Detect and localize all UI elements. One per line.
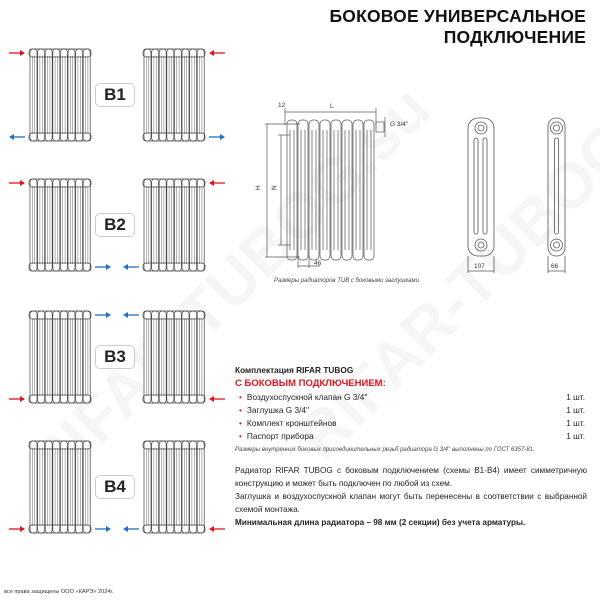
return-arrow-icon — [94, 263, 112, 271]
kit-section — [235, 365, 585, 453]
return-arrow-icon — [122, 311, 140, 319]
scheme-label: B4 — [95, 475, 135, 499]
thread-label: G 3/4'' — [390, 121, 409, 128]
bullet-icon: • — [239, 392, 242, 402]
return-arrow-icon — [94, 525, 112, 533]
radiator-right — [142, 440, 206, 539]
radiator-section — [353, 120, 363, 260]
radiator-left — [28, 48, 92, 147]
scheme-label: B3 — [95, 345, 135, 369]
kit-item-name: Паспорт прибора — [246, 431, 314, 441]
dimension-drawing — [240, 95, 600, 280]
description — [235, 464, 587, 529]
radiator-section — [298, 120, 308, 260]
scheme-label: B1 — [95, 83, 135, 107]
supply-arrow-icon — [208, 49, 226, 57]
bullet-icon: • — [239, 405, 242, 415]
return-arrow-icon — [122, 525, 140, 533]
description-p2: Заглушка и воздухоспускной клапан могут быть перенесены в соответствии с выбранной схемой монтажа. — [235, 492, 587, 514]
scheme-b1 — [0, 48, 225, 148]
kit-item-qty: 1 шт. — [566, 405, 585, 415]
title-line-1: БОКОВОЕ УНИВЕРСАЛЬНОЕ — [329, 6, 586, 26]
copyright-footer: все права защищены ООО «КАРЭ» 2024г. — [4, 589, 114, 595]
bullet-icon: • — [239, 431, 242, 441]
kit-item-qty: 1 шт. — [566, 392, 585, 402]
side-view-3-column — [468, 118, 494, 273]
supply-arrow-icon — [208, 525, 226, 533]
dim-66: 66 — [551, 263, 559, 270]
bullet-icon: • — [239, 418, 242, 428]
scheme-b4 — [0, 440, 225, 540]
radiator-left — [28, 440, 92, 539]
radiator-section — [331, 120, 341, 260]
supply-arrow-icon — [8, 525, 26, 533]
radiator-right — [142, 178, 206, 277]
kit-note: Размеры внутренних боковых присоединительных резьб радиатора G 3/4'' выполнены по ГОСТ 6357-81. — [235, 447, 535, 453]
side-view-2-column — [548, 118, 565, 273]
dim-46: 46 — [314, 260, 322, 267]
supply-arrow-icon — [208, 179, 226, 187]
scheme-b2 — [0, 178, 225, 278]
dim-N: N — [271, 185, 278, 190]
radiator-section — [287, 120, 297, 260]
front-view — [265, 108, 385, 268]
dim-L: L — [330, 103, 334, 110]
radiator-section — [309, 120, 319, 260]
kit-item — [235, 404, 585, 417]
return-arrow-icon — [8, 133, 26, 141]
page-title — [329, 6, 586, 48]
kit-item — [235, 391, 585, 404]
radiator-right — [142, 48, 206, 147]
kit-item-name: Комплект кронштейнов — [246, 418, 337, 428]
drawing-caption: Размеры радиаторов TUB с боковыми заглушками — [274, 278, 419, 284]
radiator-section — [320, 120, 330, 260]
kit-item-name: Заглушка G 3/4'' — [246, 405, 310, 415]
dim-12: 12 — [278, 102, 286, 109]
kit-title: Комплектация RIFAR TUBOG — [235, 365, 354, 375]
radiator-section — [364, 120, 374, 260]
scheme-b3 — [0, 310, 225, 410]
kit-subtitle: С БОКОВЫМ ПОДКЛЮЧЕНИЕМ: — [235, 378, 386, 389]
kit-item-qty: 1 шт. — [566, 431, 585, 441]
supply-arrow-icon — [8, 179, 26, 187]
title-line-2: ПОДКЛЮЧЕНИЕ — [443, 27, 586, 47]
radiator-left — [28, 178, 92, 277]
description-p1: Радиатор RIFAR TUBOG с боковым подключением (схемы В1-В4) имеет симметричную конструкцию и может быть подключен по любой из схем. — [235, 466, 587, 488]
supply-arrow-icon — [208, 395, 226, 403]
kit-item-qty: 1 шт. — [566, 418, 585, 428]
scheme-label: B2 — [95, 213, 135, 237]
radiator-right — [142, 310, 206, 409]
supply-arrow-icon — [8, 49, 26, 57]
radiator-left — [28, 310, 92, 409]
supply-arrow-icon — [8, 395, 26, 403]
kit-item — [235, 430, 585, 443]
return-arrow-icon — [122, 263, 140, 271]
return-arrow-icon — [208, 133, 226, 141]
description-p3: Минимальная длина радиатора – 98 мм (2 секции) без учета арматуры. — [235, 518, 526, 527]
dim-H: H — [255, 185, 262, 190]
radiator-section — [342, 120, 352, 260]
return-arrow-icon — [94, 311, 112, 319]
dim-107: 107 — [474, 263, 485, 270]
kit-item-name: Воздухоспускной клапан G 3/4'' — [246, 392, 368, 402]
kit-item — [235, 417, 585, 430]
